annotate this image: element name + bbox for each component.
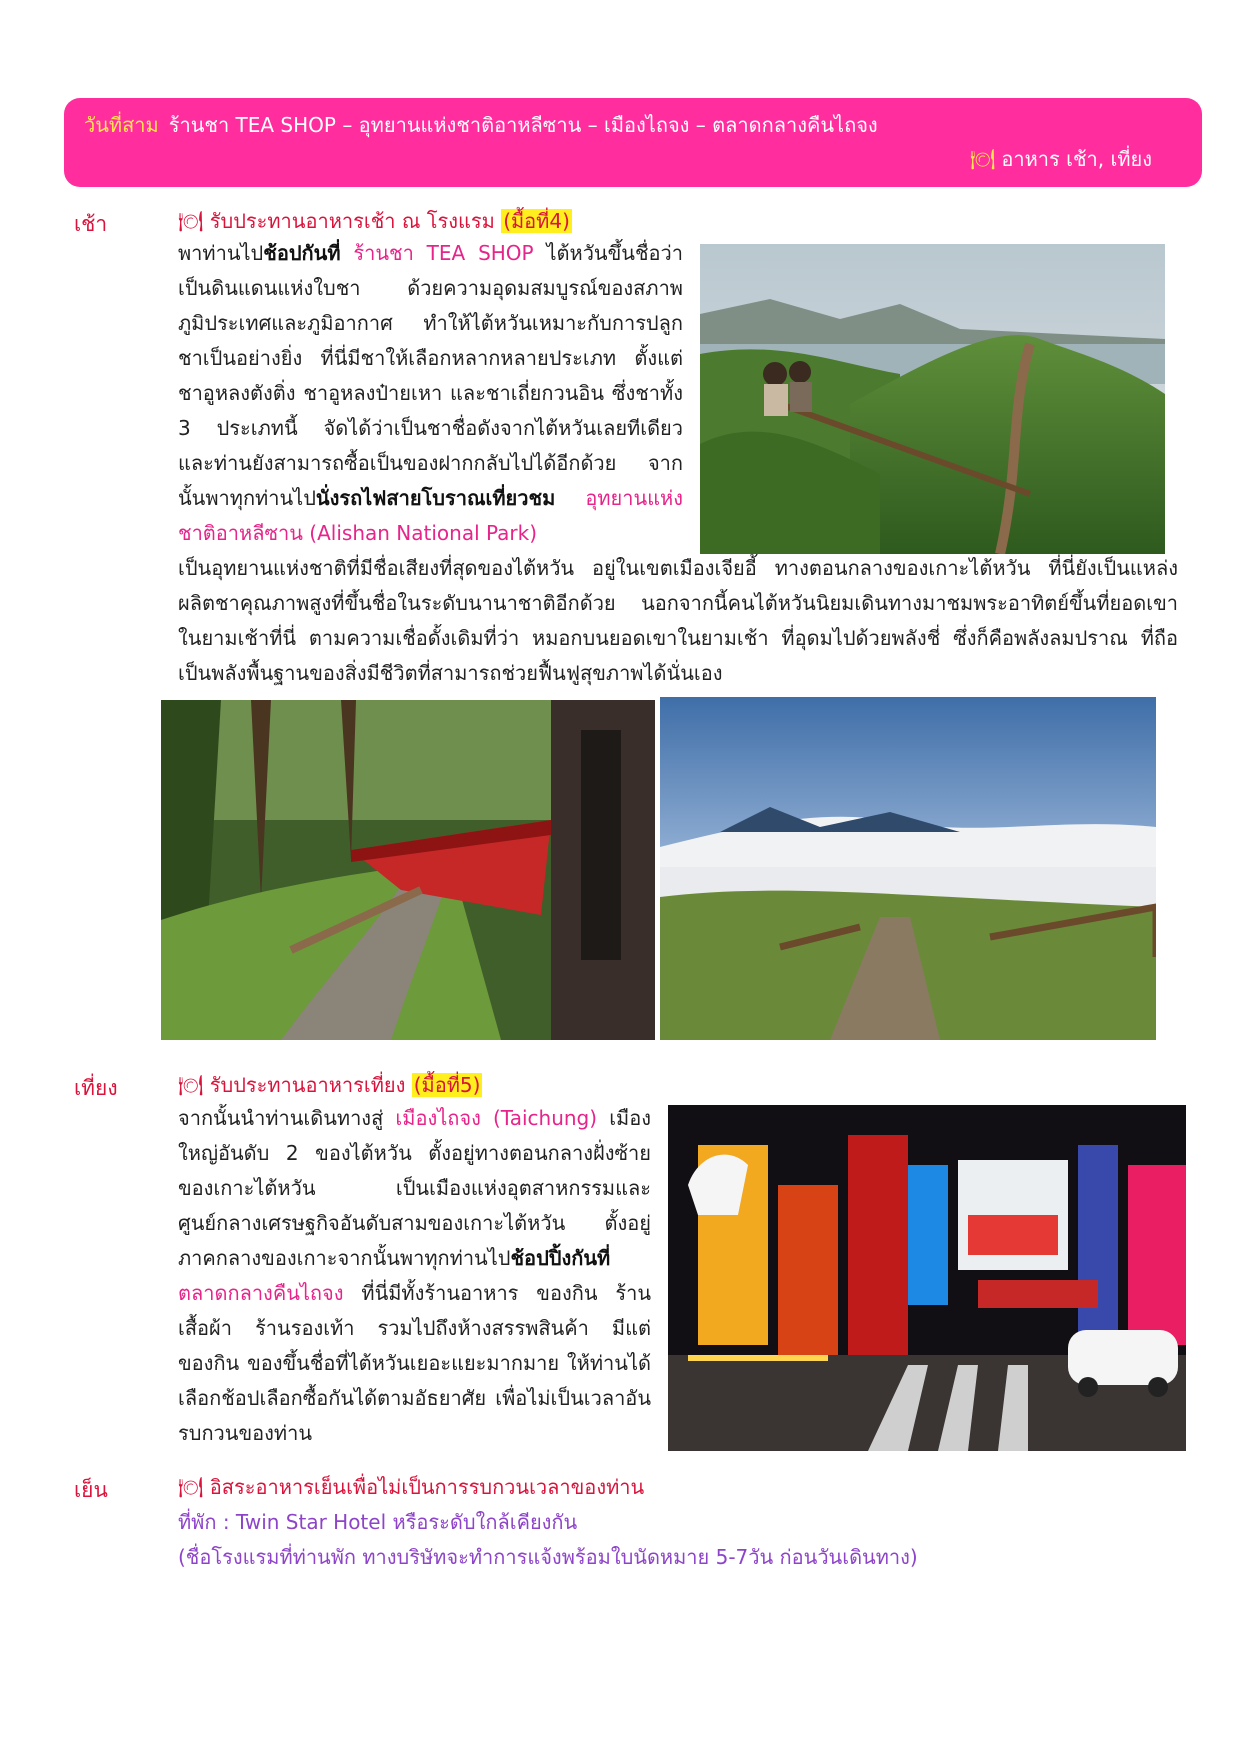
morning-paragraph-part1: พาท่านไปช้อปกันที่ ร้านชา TEA SHOP ไต้หวันขึ้นชื่อว่าเป็นดินแดนแห่งใบชา ด้วยความอุดมสมบูรณ์ของสภาพภูมิประเทศและภูมิอากาศ ทำให้ไต้หวันเหมาะกับการปลูกชาเป็นอย่างยิ่ง ที่นี่มีชาให้เลือกหลากหลายประเภท ตั้งแต่ ชาอูหลงตังติ่ง ชาอูหลงป๋ายเหา และชาเถี่ยกวนอิน ซึ่งชาทั้ง 3 ประเภทนี้ จัดได้ว่าเป็นชาชื่อดังจากไต้หวันเลยทีเดียว และท่านยังสามารถซื้อเป็นของฝากกลับไปได้อีกด้วย จากนั้นพาทุกท่านไปนั่งรถไฟสายโบราณเที่ยวชม อุทยานแห่งชาติอาหลีซาน (Alishan National Park)	[178, 241, 683, 545]
time-label-morning: เช้า	[74, 212, 108, 236]
day-heading	[84, 112, 878, 138]
meal-number-badge: (มื้อที่5)	[413, 1073, 481, 1097]
breakfast-line	[178, 208, 572, 234]
hotel-info: ที่พัก : Twin Star Hotel หรือระดับใกล้เคียงกัน	[178, 1510, 578, 1534]
time-label-noon: เที่ยง	[74, 1076, 118, 1100]
dinner-text: อิสระอาหารเย็นเพื่อไม่เป็นการรบกวนเวลาของท่าน	[209, 1475, 645, 1499]
noon-paragraph: จากนั้นนำท่านเดินทางสู่ เมืองไถจง (Taichung) เมืองใหญ่อันดับ 2 ของไต้หวัน ตั้งอยู่ทางตอนกลางฝั่งซ้ายของเกาะไต้หวัน เป็นเมืองแห่งอุตสาหกรรมและศูนย์กลางเศรษฐกิจอันดับสามของเกาะไต้หวัน ตั้งอยู่ภาคกลางของเกาะจากนั้นพาทุกท่านไปช้อปปิ้งกันที่ ตลาดกลางคืนไถจง ที่นี่มีทั้งร้านอาหาร ของกิน ร้านเสื้อผ้า ร้านรองเท้า รวมไปถึงห้างสรรพสินค้า มีแต่ของกิน ของขึ้นชื่อที่ไต้หวันเยอะแยะมากมาย ให้ท่านได้เลือกช้อปเลือกซื้อกันได้ตามอัธยาศัย เพื่อไม่เป็นเวลาอันรบกวนของท่าน	[178, 1106, 651, 1445]
day-title: ร้านชา TEA SHOP – อุทยานแห่งชาติอาหลีซาน – เมืองไถจง – ตลาดกลางคืนไถจง	[168, 113, 878, 137]
meals-summary	[970, 146, 1152, 172]
coastal-trail-photo	[700, 244, 1165, 554]
forest-train-photo	[161, 700, 655, 1040]
sea-of-clouds-photo	[660, 697, 1156, 1040]
meal-number-badge: (มื้อที่4)	[503, 209, 570, 233]
lunch-text: รับประทานอาหารเที่ยง	[209, 1073, 406, 1097]
meal-icon: 🍽	[969, 147, 996, 171]
lunch-line	[178, 1072, 482, 1098]
dinner-line	[178, 1474, 644, 1500]
meals-text: อาหาร เช้า, เที่ยง	[1001, 147, 1152, 171]
day-label: วันที่สาม	[84, 113, 159, 137]
morning-paragraph-part2: เป็นอุทยานแห่งชาติที่มีชื่อเสียงที่สุดของไต้หวัน อยู่ในเขตเมืองเจียอี้ ทางตอนกลางของเกาะไต้หวัน ที่นี่ยังเป็นแหล่งผลิตชาคุณภาพสูงที่ขึ้นชื่อในระดับนานาชาติอีกด้วย นอกจากนี้คนไต้หวันนิยมเดินทางมาชมพระอาทิตย์ขึ้นที่ยอดเขาในยามเช้าที่นี่ ตามความเชื่อดั้งเดิมที่ว่า หมอกบนยอดเขาในยามเช้า ที่อุดมไปด้วยพลังชี่ ซึ่งก็คือพลังลมปราณ ที่ถือเป็นพลังพื้นฐานของสิ่งมีชีวิตที่สามารถช่วยฟื้นฟูสุขภาพได้นั่นเอง	[178, 556, 1178, 685]
day-banner	[64, 98, 1202, 187]
time-label-evening: เย็น	[74, 1478, 108, 1502]
meal-icon: 🍽	[178, 209, 204, 233]
meal-icon: 🍽	[178, 1475, 204, 1499]
meal-icon: 🍽	[178, 1073, 204, 1097]
night-market-photo	[668, 1105, 1186, 1451]
breakfast-text: รับประทานอาหารเช้า ณ โรงแรม	[209, 209, 495, 233]
hotel-note: (ชื่อโรงแรมที่ท่านพัก ทางบริษัทจะทำการแจ้งพร้อมใบนัดหมาย 5-7วัน ก่อนวันเดินทาง)	[178, 1545, 918, 1569]
